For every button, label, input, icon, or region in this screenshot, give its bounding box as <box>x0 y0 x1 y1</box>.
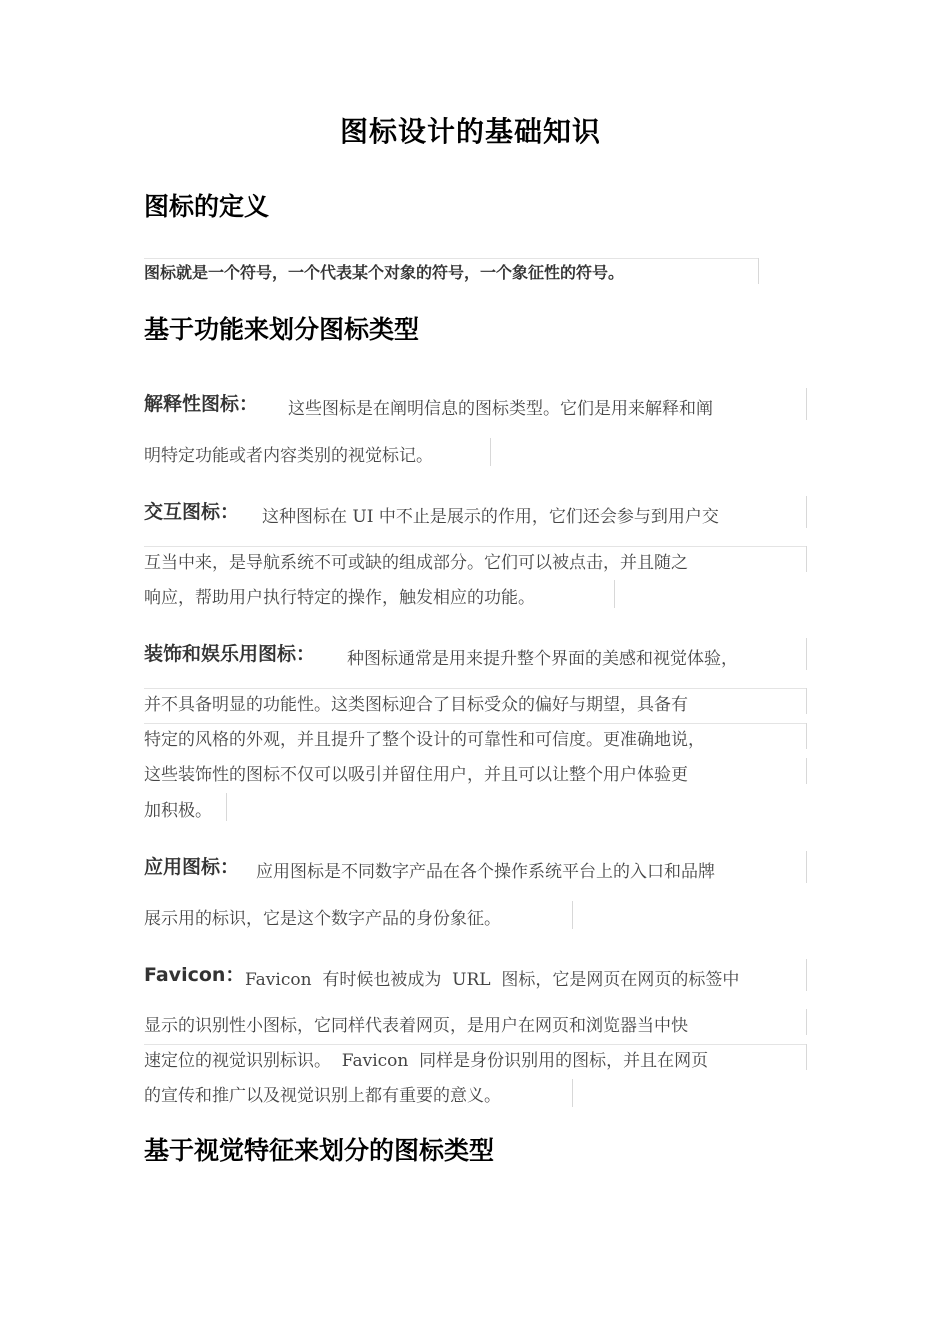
divider <box>144 1044 806 1045</box>
page-title: 图标设计的基础知识 <box>340 115 602 148</box>
item-text-line: 显示的识别性小图标，它同样代表着网页，是用户在网页和浏览器当中快 <box>144 1016 688 1036</box>
item-text-line: 并不具备明显的功能性。这类图标迎合了目标受众的偏好与期望，具备有 <box>144 695 688 715</box>
item-text-line: 这些装饰性的图标不仅可以吸引并留住用户，并且可以让整个用户体验更 <box>144 765 688 785</box>
divider <box>144 546 806 547</box>
item-label-decorative: 装饰和娱乐用图标： <box>144 643 316 665</box>
item-text-line: 特定的风格的外观，并且提升了整个设计的可靠性和可信度。更准确地说， <box>144 730 705 750</box>
definition-text: 图标就是一个符号，一个代表某个对象的符号，一个象征性的符号。 <box>144 263 625 282</box>
item-label-favicon: Favicon： <box>144 964 245 986</box>
item-text-line: 互当中来，是导航系统不可或缺的组成部分。它们可以被点击，并且随之 <box>144 553 688 573</box>
divider <box>572 901 573 929</box>
item-text-line: 的宣传和推广以及视觉识别上都有重要的意义。 <box>144 1086 501 1106</box>
divider <box>806 388 807 420</box>
item-text-line: 这种图标在 UI 中不止是展示的作用，它们还会参与到用户交 <box>262 507 719 527</box>
divider <box>806 851 807 883</box>
divider <box>144 258 759 259</box>
divider <box>806 758 807 784</box>
divider <box>806 723 807 749</box>
item-text-line: 种图标通常是用来提升整个界面的美感和视觉体验， <box>347 649 738 669</box>
divider <box>144 688 806 689</box>
item-text-line: 应用图标是不同数字产品在各个操作系统平台上的入口和品牌 <box>256 862 715 882</box>
divider <box>806 496 807 528</box>
divider <box>806 1044 807 1070</box>
item-text-line: 这些图标是在阐明信息的图标类型。它们是用来解释和阐 <box>288 399 713 419</box>
item-text-line: 加积极。 <box>144 801 212 821</box>
section-heading-by-visual: 基于视觉特征来划分的图标类型 <box>144 1136 495 1165</box>
divider <box>614 580 615 608</box>
divider <box>758 258 759 284</box>
item-text-line: 速定位的视觉识别标识。 Favicon 同样是身份识别用的图标，并且在网页 <box>144 1051 709 1071</box>
item-label-explanatory: 解释性图标： <box>144 393 259 415</box>
item-label-app-icon: 应用图标： <box>144 856 240 878</box>
divider <box>806 546 807 572</box>
item-text-line: 响应，帮助用户执行特定的操作，触发相应的功能。 <box>144 588 535 608</box>
item-text-line: 展示用的标识，它是这个数字产品的身份象征。 <box>144 909 501 929</box>
section-heading-definition: 图标的定义 <box>144 192 270 221</box>
item-label-interactive: 交互图标： <box>144 501 240 523</box>
divider <box>806 1009 807 1035</box>
divider <box>490 438 491 466</box>
item-text-line: Favicon 有时候也被成为 URL 图标，它是网页在网页的标签中 <box>245 970 740 990</box>
divider <box>806 959 807 991</box>
divider <box>806 638 807 670</box>
item-text-line: 明特定功能或者内容类别的视觉标记。 <box>144 446 433 466</box>
divider <box>572 1079 573 1107</box>
section-heading-by-function: 基于功能来划分图标类型 <box>144 315 420 344</box>
divider <box>144 723 806 724</box>
divider <box>226 793 227 821</box>
divider <box>806 688 807 714</box>
